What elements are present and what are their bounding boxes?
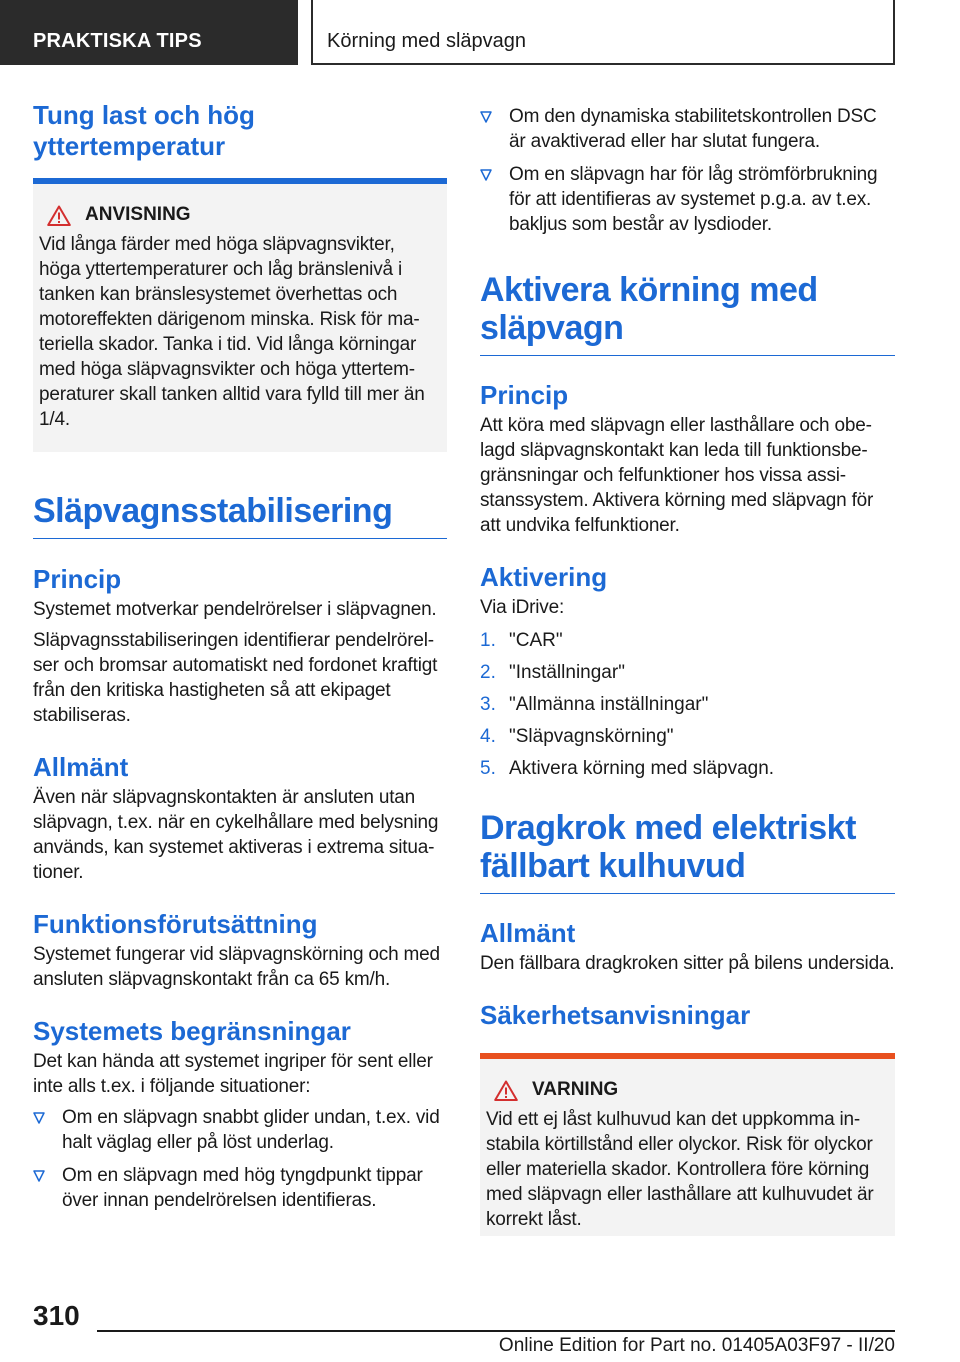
step-item: 3. "Allmänna inställningar" bbox=[480, 694, 709, 715]
function-requirement-heading: Funktionsförutsättning bbox=[33, 909, 318, 939]
list-item bbox=[480, 162, 895, 237]
list-item bbox=[33, 1163, 447, 1213]
notice-label: ANVISNING bbox=[85, 204, 191, 225]
page-header bbox=[0, 0, 960, 66]
list-item-text: Om den dynamiska stabilitetskontrollen DSC är avaktiverad eller har slutat fungera. bbox=[509, 106, 877, 152]
warning-box bbox=[480, 1053, 895, 1236]
step-item: 5. Aktivera körning med släpvagn. bbox=[480, 758, 775, 779]
system-limits-heading: Systemets begränsningar bbox=[33, 1016, 351, 1046]
safety-heading: Säkerhetsanvisningar bbox=[480, 1000, 751, 1030]
system-limits-list-continued bbox=[480, 104, 895, 237]
edition-note: Online Edition for Part no. 01405A03F97 - II/20 bbox=[498, 1335, 895, 1356]
activate-trailer-heading: Aktivera körning med släpvagn bbox=[480, 271, 895, 356]
triangle-bullet-icon bbox=[33, 1112, 45, 1124]
list-item bbox=[480, 104, 895, 154]
heavy-load-heading: Tung last och hög yttertemperatur bbox=[33, 100, 255, 161]
notice-text: Vid långa färder med höga släpvagnsvikter, höga yttertemperaturer och låg bränslenivå i tanken kan bränslesystemet överhettas och motoreffekten därigenom minska. Risk för materiella skador. Tanka i tid. Vid långa körningar med höga släpvagnsvikter och höga yttertemperaturer skall tanken alltid vara fylld till mer än 1/4. bbox=[39, 234, 425, 430]
stabilization-heading: Släpvagnsstabilisering bbox=[33, 492, 447, 539]
step-item: 4. "Släpvagnskörning" bbox=[480, 726, 674, 747]
list-item bbox=[33, 1105, 447, 1155]
step-item: 1. "CAR" bbox=[480, 630, 563, 651]
step-item: 2. "Inställningar" bbox=[480, 662, 625, 683]
activation-steps bbox=[480, 628, 895, 781]
notice-title bbox=[47, 204, 433, 226]
function-requirement-paragraph: Systemet fungerar vid släpvagnskörning och med ansluten släpvagnskontakt från ca 65 km/h. bbox=[33, 944, 440, 990]
warning-text: Vid ett ej låst kulhuvud kan det uppkomma instabila körtillstånd eller olyckor. Risk för olyckor eller materiella skador. Kontrollera före körning med släpvagn eller lasthållare att kulhuvudet är korrekt låst. bbox=[486, 1109, 874, 1230]
system-limits-list bbox=[33, 1105, 447, 1213]
towbar-heading: Dragkrok med elektriskt fällbart kulhuvud bbox=[480, 809, 895, 894]
warning-label: VARNING bbox=[532, 1079, 619, 1100]
principle-heading: Princip bbox=[33, 564, 122, 594]
page-number: 310 bbox=[33, 1300, 80, 1331]
system-limits-paragraph: Det kan hända att systemet ingriper för sent eller inte alls t.ex. i följande situationer: bbox=[33, 1051, 433, 1097]
right-column bbox=[480, 104, 895, 1236]
warning-title bbox=[494, 1079, 881, 1101]
section-title: PRAKTISKA TIPS bbox=[0, 0, 298, 65]
triangle-bullet-icon bbox=[480, 169, 492, 181]
general-paragraph: Den fällbara dragkroken sitter på bilens undersida. bbox=[480, 953, 895, 974]
via-idrive-text: Via iDrive: bbox=[480, 597, 565, 618]
chapter-title: Körning med släpvagn bbox=[311, 0, 895, 65]
principle-paragraph-1: Systemet motverkar pendelrörelser i släpvagnen. bbox=[33, 599, 437, 620]
principle-paragraph: Att köra med släpvagn eller lasthållare och obelagd släpvagnskontakt kan leda till funktionsbegränsningar och felfunktioner hos vissa assistanssystem. Aktivera körning med släpvagn för att undvika felfunktioner. bbox=[480, 415, 874, 536]
list-item-text: Om en släpvagn med hög tyngdpunkt tippar över innan pendelrörelsen identifieras. bbox=[62, 1165, 423, 1211]
notice-box bbox=[33, 178, 447, 452]
general-paragraph: Även när släpvagnskontakten är ansluten utan släpvagn, t.ex. när en cykelhållare med belysning används, kan systemet aktiveras i extrema situationer. bbox=[33, 787, 439, 883]
list-item-text: Om en släpvagn snabbt glider undan, t.ex. vid halt väglag eller på löst underlag. bbox=[62, 1107, 440, 1153]
principle-paragraph-2: Släpvagnsstabiliseringen identifierar pendelrörelser och bromsar automatiskt ned fordonet kraftigt från den kritiska hastigheten så att ekipaget stabiliseras. bbox=[33, 630, 438, 726]
triangle-bullet-icon bbox=[33, 1170, 45, 1182]
list-item-text: Om en släpvagn har för låg strömförbrukning för att identifieras av systemet p.g.a. av t.ex. bakljus som består av lysdioder. bbox=[509, 164, 878, 235]
warning-triangle-icon bbox=[494, 1080, 518, 1101]
principle-heading: Princip bbox=[480, 380, 569, 410]
triangle-bullet-icon bbox=[480, 111, 492, 123]
footer-divider bbox=[97, 1330, 895, 1332]
warning-triangle-icon bbox=[47, 205, 71, 226]
activation-heading: Aktivering bbox=[480, 562, 608, 592]
general-heading: Allmänt bbox=[33, 752, 129, 782]
general-heading: Allmänt bbox=[480, 918, 576, 948]
left-column bbox=[33, 100, 447, 1213]
